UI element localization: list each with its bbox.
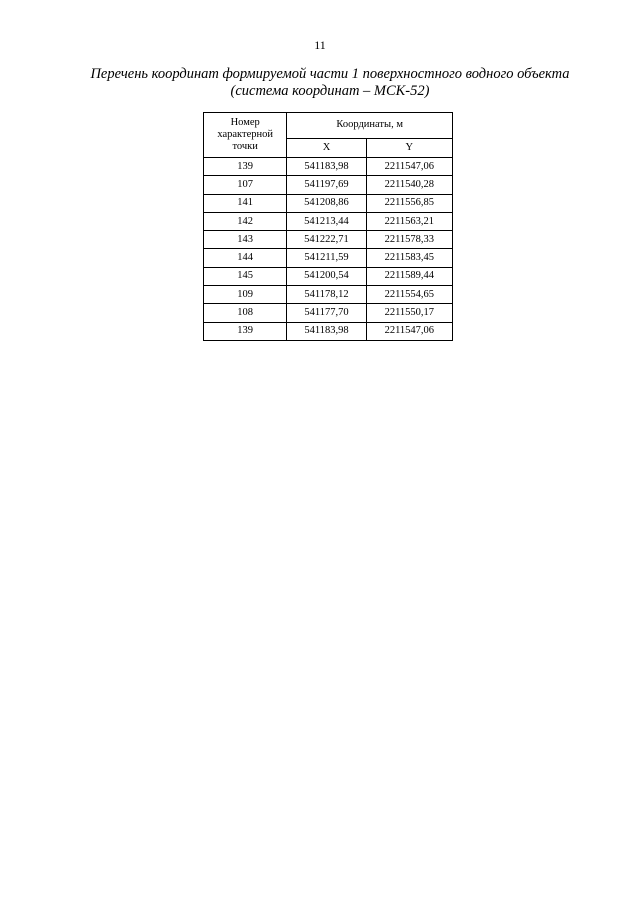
cell-x: 541211,59 (287, 249, 366, 267)
cell-point-number: 141 (204, 194, 287, 212)
cell-y: 2211547,06 (366, 322, 452, 340)
cell-x: 541183,98 (287, 158, 366, 176)
cell-point-number: 107 (204, 176, 287, 194)
page-number: 11 (314, 38, 326, 52)
document-title (60, 66, 600, 100)
table-row (204, 267, 453, 285)
cell-y: 2211556,85 (366, 194, 452, 212)
table-row (204, 286, 453, 304)
title-line-2: (система координат – МСК-52) (230, 83, 430, 99)
header-y: Y (366, 138, 452, 157)
cell-x: 541178,12 (287, 286, 366, 304)
cell-y: 2211563,21 (366, 212, 452, 230)
table-body (204, 158, 453, 341)
cell-x: 541197,69 (287, 176, 366, 194)
table-row (204, 249, 453, 267)
table-row (204, 176, 453, 194)
cell-x: 541213,44 (287, 212, 366, 230)
cell-x: 541177,70 (287, 304, 366, 322)
header-x: X (287, 138, 366, 157)
cell-point-number: 109 (204, 286, 287, 304)
coordinates-table (203, 112, 453, 341)
header-point-number: Номер характерной точки (204, 113, 287, 158)
header-coordinates: Координаты, м (287, 113, 453, 139)
cell-point-number: 139 (204, 158, 287, 176)
cell-point-number: 143 (204, 231, 287, 249)
cell-point-number: 108 (204, 304, 287, 322)
table-row (204, 158, 453, 176)
cell-y: 2211547,06 (366, 158, 452, 176)
cell-x: 541183,98 (287, 322, 366, 340)
cell-x: 541222,71 (287, 231, 366, 249)
cell-point-number: 142 (204, 212, 287, 230)
cell-x: 541208,86 (287, 194, 366, 212)
cell-y: 2211578,33 (366, 231, 452, 249)
cell-y: 2211583,45 (366, 249, 452, 267)
cell-y: 2211589,44 (366, 267, 452, 285)
cell-x: 541200,54 (287, 267, 366, 285)
table-row (204, 231, 453, 249)
cell-y: 2211550,17 (366, 304, 452, 322)
cell-point-number: 144 (204, 249, 287, 267)
table-row (204, 322, 453, 340)
table-row (204, 304, 453, 322)
cell-point-number: 145 (204, 267, 287, 285)
table-row (204, 212, 453, 230)
table-row (204, 194, 453, 212)
cell-y: 2211540,28 (366, 176, 452, 194)
title-line-1: Перечень координат формируемой части 1 поверхностного водного объекта (90, 66, 570, 82)
cell-y: 2211554,65 (366, 286, 452, 304)
cell-point-number: 139 (204, 322, 287, 340)
